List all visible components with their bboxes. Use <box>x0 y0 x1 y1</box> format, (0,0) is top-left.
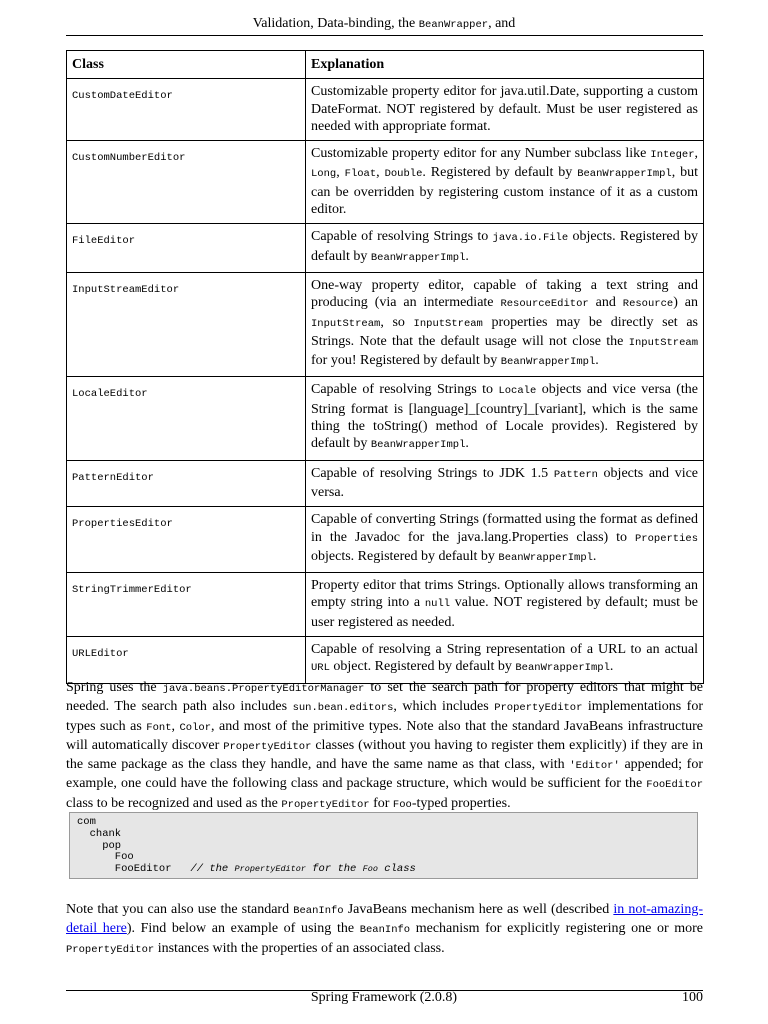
inline-code: BeanWrapperImpl <box>515 662 610 675</box>
code-text: Foo <box>77 851 134 864</box>
inline-code: BeanInfo <box>359 924 411 937</box>
text-run: classes (without you having to register them explicitly) if they are in the same package as the class they handle, and have the same name as that class, with <box>66 737 703 773</box>
header-text-after: , and <box>488 16 516 31</box>
class-name-cell: LocaleEditor <box>67 377 306 460</box>
code-listing <box>69 812 698 879</box>
inline-code: ResourceEditor <box>500 298 589 311</box>
explanation-cell <box>306 377 704 460</box>
text-run: for you! Registered by default by <box>311 353 501 369</box>
text-run: and <box>588 295 623 311</box>
table-row <box>67 79 704 141</box>
explanation-cell <box>306 79 704 141</box>
text-run: . <box>465 248 469 264</box>
code-comment-part: PropertyEditor <box>234 864 306 875</box>
explanation-cell <box>306 141 704 224</box>
table-row <box>67 377 704 460</box>
explanation-cell <box>306 507 704 573</box>
text-run: Note that you can also use the standard <box>66 902 294 917</box>
footer-title: Spring Framework (2.0.8) <box>310 990 458 1005</box>
paragraph-editor-search-path <box>66 679 703 814</box>
inline-code: InputStream <box>628 336 698 349</box>
text-run: Property editor that trims Strings. Optionally allows transforming an empty string into a <box>311 578 698 611</box>
inline-code: BeanWrapperImpl <box>577 168 672 181</box>
text-run: class to be recognized and used as the <box>66 795 282 811</box>
inline-code: 'Editor' <box>569 760 620 773</box>
text-run: , <box>376 165 385 181</box>
class-name-cell: URLEditor <box>67 637 306 684</box>
inline-code: BeanWrapperImpl <box>498 551 593 564</box>
inline-code: sun.bean.editors <box>292 702 394 715</box>
class-name-cell: CustomNumberEditor <box>67 141 306 224</box>
class-name-cell: PatternEditor <box>67 460 306 507</box>
text-run: objects and vice versa. <box>311 465 699 500</box>
column-header-class: Class <box>67 51 306 79</box>
explanation-cell <box>306 460 704 507</box>
inline-code: java.beans.PropertyEditorManager <box>162 683 365 695</box>
inline-code: Resource <box>622 298 674 311</box>
inline-code: Long <box>311 168 337 181</box>
code-line <box>77 817 690 829</box>
inline-code: Font <box>146 721 172 734</box>
header-rule <box>66 35 703 36</box>
inline-code: Float <box>344 168 377 181</box>
text-run: One-way property editor, capable of taking a text string and producing (via an intermediate <box>311 277 698 311</box>
table-row <box>67 460 704 507</box>
text-run: ) an <box>673 295 698 311</box>
text-run: Spring uses the <box>66 680 163 695</box>
inline-code: Pattern <box>553 468 598 481</box>
text-run: , but can be overridden by registering custom instance of it as a custom editor. <box>311 165 699 218</box>
inline-code: BeanWrapperImpl <box>370 439 466 452</box>
text-run: , <box>336 165 345 181</box>
table-row <box>67 272 704 376</box>
text-run: . Registered by default by <box>422 165 578 181</box>
inline-code: InputStream <box>413 317 483 330</box>
explanation-cell <box>306 272 704 376</box>
class-name-cell: PropertiesEditor <box>67 507 306 573</box>
table-row <box>67 637 704 684</box>
text-run: Capable of resolving Strings to <box>311 382 499 398</box>
text-run: objects. Registered by default by <box>311 548 499 564</box>
text-run: properties may be directly set as Strings. Note that the default usage will not close the <box>311 314 698 349</box>
header-text-before: Validation, Data-binding, the <box>252 16 419 31</box>
text-run: ). Find below an example of using the <box>126 921 360 937</box>
inline-code: PropertyEditor <box>494 702 583 715</box>
code-line <box>77 829 690 841</box>
inline-code: URL <box>311 662 330 675</box>
table-row <box>67 507 704 573</box>
text-run: Capable of resolving a String representation of a URL to an actual <box>311 642 698 658</box>
text-run: , and most of the primitive types. Note also that the standard JavaBeans infrastructure will automatically discover <box>66 718 704 753</box>
table-body <box>67 79 704 683</box>
text-run: to set the search path for property editors that might be needed. The search path also includes <box>66 680 703 715</box>
inline-code: Integer <box>650 149 695 162</box>
code-comment-part: for the <box>305 863 363 876</box>
text-run: Capable of converting Strings (formatted using the format as defined in the Javadoc for the java.lang.Properties class) to <box>311 512 698 545</box>
table-header-row <box>67 51 704 79</box>
text-run: value. NOT registered by default; must be user registered as needed. <box>311 595 698 630</box>
text-run: , which includes <box>393 699 495 715</box>
inline-code: FooEditor <box>646 779 703 792</box>
code-line <box>77 841 690 853</box>
text-run: , so <box>380 314 414 330</box>
text-run: . <box>465 436 469 452</box>
inline-code: BeanWrapperImpl <box>370 251 466 264</box>
inline-code: Double <box>384 168 423 181</box>
text-run: , <box>694 146 698 162</box>
code-comment <box>190 863 415 875</box>
text-run: objects and vice versa (the String format is [language]_[country]_[variant], which is the same thing the toString() method of Locale provides). Registered by default by <box>311 382 698 452</box>
page-number: 100 <box>682 990 703 1005</box>
inline-code: java.io.File <box>492 232 569 245</box>
explanation-cell <box>306 637 704 684</box>
code-text: pop <box>77 839 122 852</box>
table-row <box>67 224 704 273</box>
explanation-cell <box>306 224 704 273</box>
inline-code: PropertyEditor <box>281 798 370 811</box>
text-run: for <box>369 795 393 811</box>
text-run: -typed properties. <box>411 795 511 811</box>
running-header <box>0 16 768 32</box>
text-run: . <box>595 353 599 369</box>
text-run: . <box>592 548 597 564</box>
text-run: Capable of resolving Strings to JDK 1.5 <box>311 465 554 481</box>
inline-code: PropertyEditor <box>66 943 155 956</box>
property-editors-table <box>66 50 704 684</box>
text-run: instances with the properties of an associated class. <box>154 940 445 956</box>
inline-code: BeanWrapperImpl <box>500 356 596 369</box>
code-text: chank <box>77 827 122 840</box>
inline-code: BeanInfo <box>293 905 344 917</box>
text-run: Customizable property editor for any Number subclass like <box>311 146 651 162</box>
inline-code: Foo <box>392 798 412 811</box>
inline-code: Color <box>179 721 212 734</box>
inline-code: PropertyEditor <box>223 740 312 753</box>
column-header-explanation: Explanation <box>306 51 704 79</box>
inline-code: Locale <box>498 385 537 398</box>
text-run: Capable of resolving Strings to <box>311 229 493 245</box>
code-text: FooEditor <box>77 863 191 876</box>
text-run: implementations for types such as <box>66 699 703 734</box>
text-run: JavaBeans mechanism here as well (described <box>343 902 614 917</box>
paragraph-beaninfo <box>66 901 703 959</box>
code-text: com <box>77 816 96 828</box>
text-run: . <box>609 659 614 675</box>
code-comment-part: Foo <box>362 864 378 875</box>
text-run: mechanism for explicitly registering one or more <box>410 921 704 937</box>
code-comment-part: class <box>377 863 416 876</box>
javabeans-spec-link[interactable]: in not-amazing-detail here <box>66 902 703 937</box>
text-run: Customizable property editor for java.util.Date, supporting a custom DateFormat. NOT registered by default. Must be user registered as needed with appropriate format. <box>311 84 698 134</box>
class-name-cell: CustomDateEditor <box>67 79 306 141</box>
class-name-cell: FileEditor <box>67 224 306 273</box>
inline-code: null <box>424 598 451 611</box>
inline-code: Properties <box>634 532 698 545</box>
inline-code: InputStream <box>311 317 381 330</box>
text-run: objects. Registered by default by <box>311 229 698 264</box>
text-run: , <box>171 718 180 734</box>
class-name-cell: InputStreamEditor <box>67 272 306 376</box>
explanation-cell <box>306 573 704 637</box>
text-run: object. Registered by default by <box>329 659 516 675</box>
text-run: appended; for example, one could have the following class and package structure, which would be sufficient for the <box>66 757 703 792</box>
header-code-beanwrapper: BeanWrapper <box>418 19 489 31</box>
code-line <box>77 864 690 876</box>
table-row <box>67 141 704 224</box>
class-name-cell: StringTrimmerEditor <box>67 573 306 637</box>
table-row <box>67 573 704 637</box>
code-comment-part: // the <box>190 863 235 876</box>
